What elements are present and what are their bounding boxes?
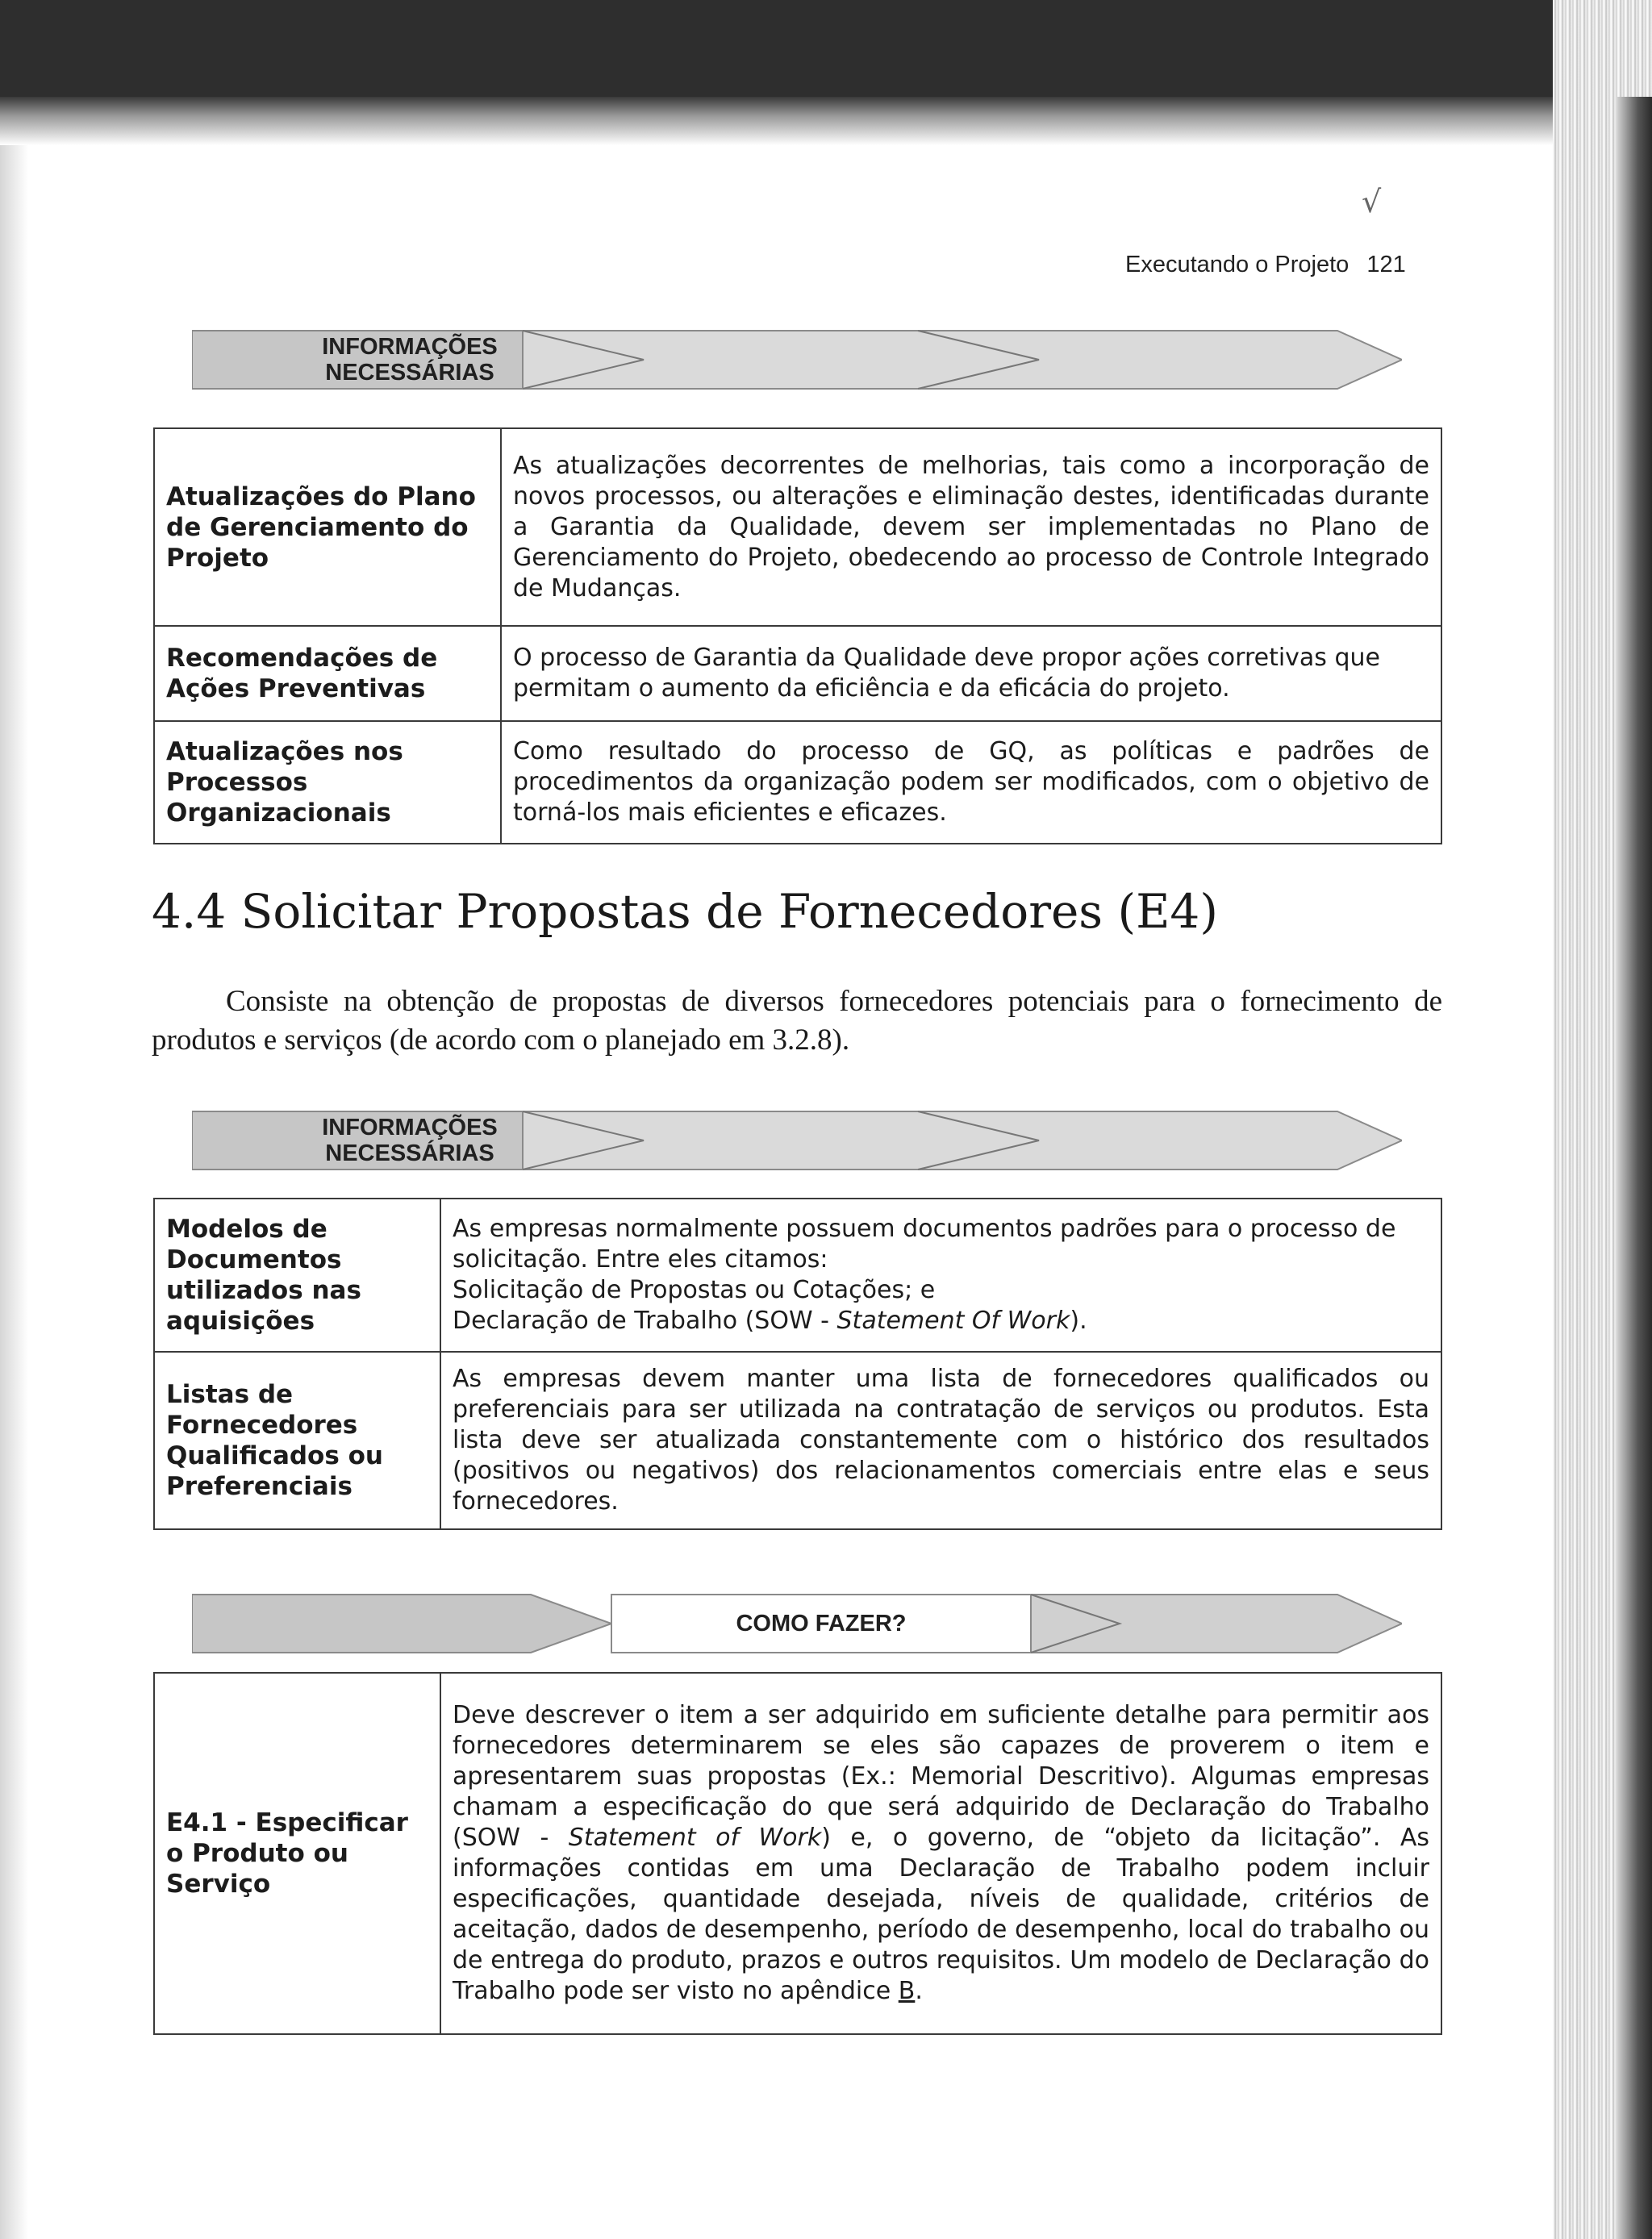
row-label: Modelos de Documentos utilizados nas aquisições [154,1199,440,1352]
table-row [154,721,1441,844]
running-head [1125,252,1406,278]
section-heading: 4.4 Solicitar Propostas de Fornecedores (E4) [152,884,1218,939]
row-description: O processo de Garantia da Qualidade deve propor ações corretivas que permitam o aumento da eficiência e da eficácia do projeto. [501,626,1441,721]
banner-label-line-1: INFORMAÇÕES [322,1115,498,1140]
sow-suffix: ). [1070,1307,1087,1335]
table-como-fazer [153,1672,1442,2035]
scan-left-shadow [0,0,28,2239]
row-label: E4.1 - Especificar o Produto ou Serviço [154,1673,440,2034]
row-description: Como resultado do processo de GQ, as políticas e padrões de procedimentos da organização podem ser modificados, com o objetivo de torná-los mais eficientes e eficazes. [501,721,1441,844]
row-description: As atualizações decorrentes de melhorias, tais como a incorporação de novos processos, ou alterações e eliminação destes, identificadas durante a Garantia da Qualidade, devem ser implementadas no Plano de Gerenciamento do Projeto, obedecendo ao processo de Controle Integrado de Mudanças. [501,428,1441,626]
table-informacoes-necessarias-2 [153,1198,1442,1530]
table-informacoes-necessarias-1 [153,427,1442,844]
banner-label-line-1: INFORMAÇÕES [322,334,498,360]
banner-label [289,334,531,386]
row-label: Recomendações de Ações Preventivas [154,626,501,721]
scan-top-fade [0,97,1581,145]
row-label: Atualizações nos Processos Organizacionais [154,721,501,844]
banner-label-line-2: NECESSÁRIAS [325,360,494,386]
handwritten-check-mark: √ [1362,184,1382,219]
section-paragraph: Consiste na obtenção de propostas de diversos fornecedores potenciais para o fornecimento de produtos e serviços (de acordo com o planejado em 3.2.8). [152,985,1442,1057]
description-line [453,1306,1429,1336]
table-row [154,1673,1441,2034]
table-row [154,428,1441,626]
table-row [154,626,1441,721]
banner-label-line-2: NECESSÁRIAS [325,1140,494,1166]
description-line: Solicitação de Propostas ou Cotações; e [453,1276,936,1304]
description-italic: Statement of Work [568,1824,822,1852]
row-label: Atualizações do Plano de Gerenciamento do Projeto [154,428,501,626]
banner-label [289,1115,531,1166]
running-head-title: Executando o Projeto [1125,252,1350,277]
appendix-reference: B [898,1977,916,2005]
row-description: As empresas devem manter uma lista de fornecedores qualificados ou preferenciais para ser utilizada na contratação de serviços ou produtos. Esta lista deve ser atualizada constantemente com o histórico dos resultados (positivos ou negativos) dos relacionamentos comerciais entre elas e seus fornecedores. [440,1352,1441,1529]
sow-prefix: Declaração de Trabalho (SOW - [453,1307,837,1335]
table-row [154,1199,1441,1352]
table-row [154,1352,1441,1529]
sow-italic: Statement Of Work [836,1307,1070,1335]
book-spine-shadow [1617,97,1652,2239]
banner-informacoes-necessarias-1 [192,327,1402,393]
description-line: As empresas normalmente possuem documentos padrões para o processo de solicitação. Entre eles citamos: [453,1215,1396,1274]
description-part: Deve descrever o item a ser adquirido em suficiente detalhe para permitir aos fornecedores determinarem se eles são capazes de proverem o item e apresentarem suas propostas (Ex.: Memorial Descritivo). Algumas empresas chamam a especificação do que será adquirido de Declaração do Trabalho (SOW - [453,1701,1429,1852]
page-number: 121 [1366,252,1406,277]
banner-label: COMO FAZER? [736,1611,907,1637]
banner-informacoes-necessarias-2 [192,1107,1402,1174]
row-label: Listas de Fornecedores Qualificados ou Preferenciais [154,1352,440,1529]
description-part: . [915,1977,923,2005]
row-description [440,1673,1441,2034]
description-part: ) e, o governo, de “objeto da licitação”. As informações contidas em uma Declaração de Trabalho podem incluir especificações, quantidade desejada, níveis de qualidade, critérios de aceitação, dados de desempenho, período de desempenho, local do trabalho ou de entrega do produto, prazos e outros requisitos. Um modelo de Declaração do Trabalho pode ser visto no apêndice [453,1824,1430,2005]
banner-como-fazer [192,1591,1402,1657]
row-description [440,1199,1441,1352]
